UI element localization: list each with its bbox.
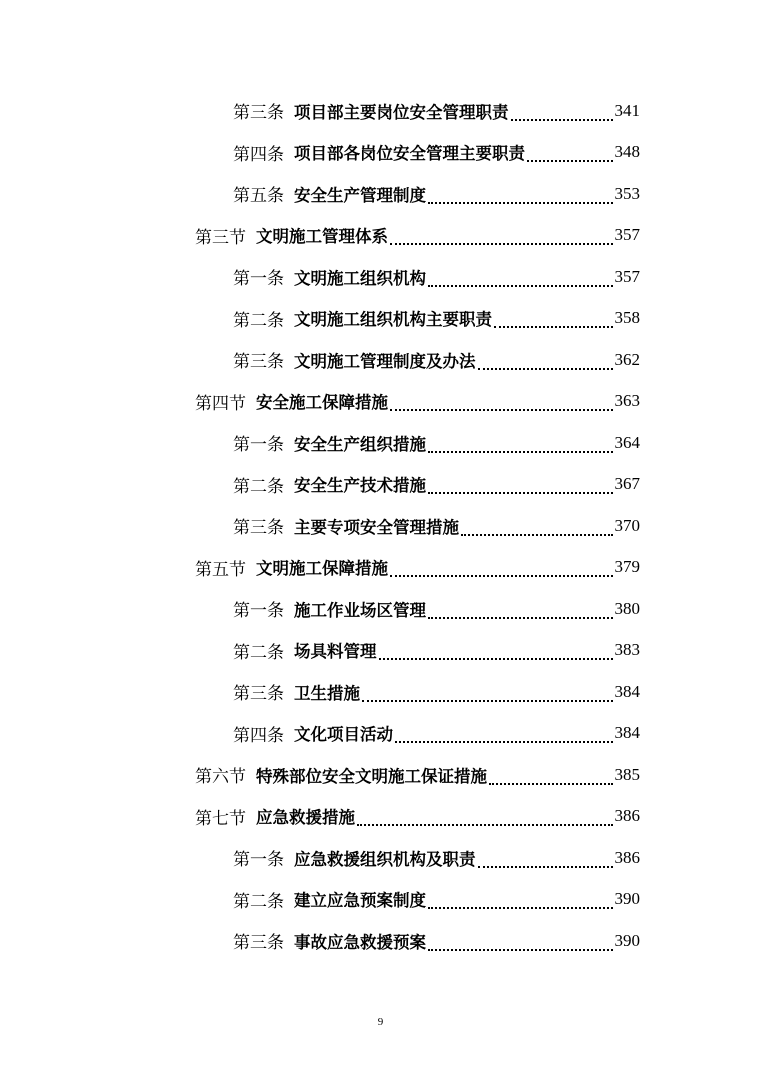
- toc-entry[interactable]: [233, 920, 640, 962]
- toc-entry-page: 384: [614, 681, 640, 701]
- toc-entry-title: 文明施工保障措施: [256, 559, 388, 579]
- toc-entry-number: 第五条: [233, 186, 284, 207]
- toc-entry-title: 卫生措施: [294, 683, 360, 703]
- toc-entry-title: 安全生产组织措施: [294, 434, 426, 454]
- toc-entry[interactable]: [233, 339, 640, 381]
- dot-leader: [428, 285, 613, 287]
- toc-entry-title: 安全生产技术措施: [294, 476, 426, 496]
- toc-entry-page: 385: [614, 764, 640, 784]
- toc-entry-number: 第三条: [233, 103, 284, 124]
- toc-entry[interactable]: [233, 464, 640, 506]
- dot-leader: [478, 368, 613, 370]
- toc-entry-title: 文明施工组织机构: [294, 268, 426, 288]
- toc-entry-page: 390: [614, 889, 640, 909]
- toc-entry[interactable]: [233, 837, 640, 879]
- toc-entry-title: 文明施工组织机构主要职责: [294, 310, 492, 330]
- toc-entry-title: 场具料管理: [294, 642, 377, 662]
- toc-entry[interactable]: [233, 588, 640, 630]
- toc-entry-page: 348: [614, 142, 640, 162]
- dot-leader: [494, 326, 613, 328]
- toc-entry[interactable]: [195, 215, 640, 257]
- toc-entry-title: 安全生产管理制度: [294, 185, 426, 205]
- toc-entry-page: 380: [614, 598, 640, 618]
- toc-entry-page: 390: [614, 930, 640, 950]
- toc-entry[interactable]: [233, 422, 640, 464]
- toc-entry-title: 主要专项安全管理措施: [294, 517, 459, 537]
- toc-entry-page: 353: [614, 183, 640, 203]
- toc-entry-number: 第二条: [233, 642, 284, 663]
- toc-entry[interactable]: [233, 298, 640, 340]
- toc-entry-title: 应急救援组织机构及职责: [294, 849, 476, 869]
- toc-entry-number: 第六节: [195, 767, 246, 788]
- toc-entry-title: 项目部各岗位安全管理主要职责: [294, 144, 525, 164]
- toc-entry-title: 安全施工保障措施: [256, 393, 388, 413]
- table-of-contents: [0, 90, 761, 962]
- toc-entry-number: 第三条: [233, 518, 284, 539]
- dot-leader: [428, 492, 613, 494]
- toc-entry-number: 第一条: [233, 435, 284, 456]
- toc-entry-number: 第一条: [233, 269, 284, 290]
- dot-leader: [362, 700, 613, 702]
- toc-entry-title: 建立应急预案制度: [294, 891, 426, 911]
- dot-leader: [478, 866, 613, 868]
- toc-entry-page: 341: [614, 100, 640, 120]
- dot-leader: [428, 451, 613, 453]
- toc-entry-number: 第二条: [233, 891, 284, 912]
- toc-entry[interactable]: [233, 132, 640, 174]
- toc-entry[interactable]: [233, 90, 640, 132]
- toc-entry-page: 364: [614, 432, 640, 452]
- dot-leader: [428, 202, 613, 204]
- toc-entry-number: 第一条: [233, 601, 284, 622]
- toc-entry-page: 384: [614, 723, 640, 743]
- toc-entry-title: 文化项目活动: [294, 725, 393, 745]
- toc-entry-title: 应急救援措施: [256, 808, 355, 828]
- toc-entry-number: 第一条: [233, 850, 284, 871]
- toc-entry-page: 386: [614, 806, 640, 826]
- toc-entry-page: 357: [614, 225, 640, 245]
- toc-entry-title: 特殊部位安全文明施工保证措施: [256, 766, 487, 786]
- toc-entry-number: 第二条: [233, 310, 284, 331]
- dot-leader: [357, 824, 613, 826]
- toc-entry-number: 第四条: [233, 725, 284, 746]
- toc-entry[interactable]: [233, 879, 640, 921]
- toc-entry-page: 367: [614, 474, 640, 494]
- dot-leader: [390, 409, 613, 411]
- toc-entry[interactable]: [195, 547, 640, 589]
- toc-entry-number: 第三条: [233, 933, 284, 954]
- dot-leader: [527, 160, 613, 162]
- toc-entry-number: 第七节: [195, 808, 246, 829]
- dot-leader: [390, 243, 613, 245]
- toc-entry-page: 383: [614, 640, 640, 660]
- toc-entry-title: 事故应急救援预案: [294, 932, 426, 952]
- dot-leader: [489, 783, 613, 785]
- dot-leader: [395, 741, 613, 743]
- toc-entry[interactable]: [233, 671, 640, 713]
- toc-entry[interactable]: [195, 381, 640, 423]
- toc-entry-page: 379: [614, 557, 640, 577]
- toc-entry-page: 358: [614, 308, 640, 328]
- dot-leader: [428, 617, 613, 619]
- toc-entry-number: 第三条: [233, 352, 284, 373]
- toc-entry-page: 362: [614, 349, 640, 369]
- toc-entry[interactable]: [195, 754, 640, 796]
- toc-entry[interactable]: [233, 630, 640, 672]
- dot-leader: [428, 907, 613, 909]
- toc-entry-title: 文明施工管理制度及办法: [294, 351, 476, 371]
- toc-entry-number: 第四条: [233, 144, 284, 165]
- toc-entry-number: 第三节: [195, 227, 246, 248]
- toc-entry-page: 386: [614, 847, 640, 867]
- toc-entry-page: 357: [614, 266, 640, 286]
- toc-entry-title: 项目部主要岗位安全管理职责: [294, 102, 509, 122]
- toc-entry[interactable]: [195, 796, 640, 838]
- toc-entry-title: 文明施工管理体系: [256, 227, 388, 247]
- toc-entry[interactable]: [233, 256, 640, 298]
- dot-leader: [428, 949, 613, 951]
- dot-leader: [461, 534, 613, 536]
- toc-entry-number: 第二条: [233, 476, 284, 497]
- toc-entry-number: 第三条: [233, 684, 284, 705]
- page-number: 9: [377, 1016, 384, 1028]
- dot-leader: [379, 658, 613, 660]
- toc-entry-title: 施工作业场区管理: [294, 600, 426, 620]
- toc-entry-page: 370: [614, 515, 640, 535]
- dot-leader: [511, 119, 613, 121]
- toc-entry-number: 第四节: [195, 393, 246, 414]
- toc-entry[interactable]: [233, 505, 640, 547]
- toc-entry[interactable]: [233, 173, 640, 215]
- toc-entry-page: 363: [614, 391, 640, 411]
- dot-leader: [390, 575, 613, 577]
- toc-entry-number: 第五节: [195, 559, 246, 580]
- toc-entry[interactable]: [233, 713, 640, 755]
